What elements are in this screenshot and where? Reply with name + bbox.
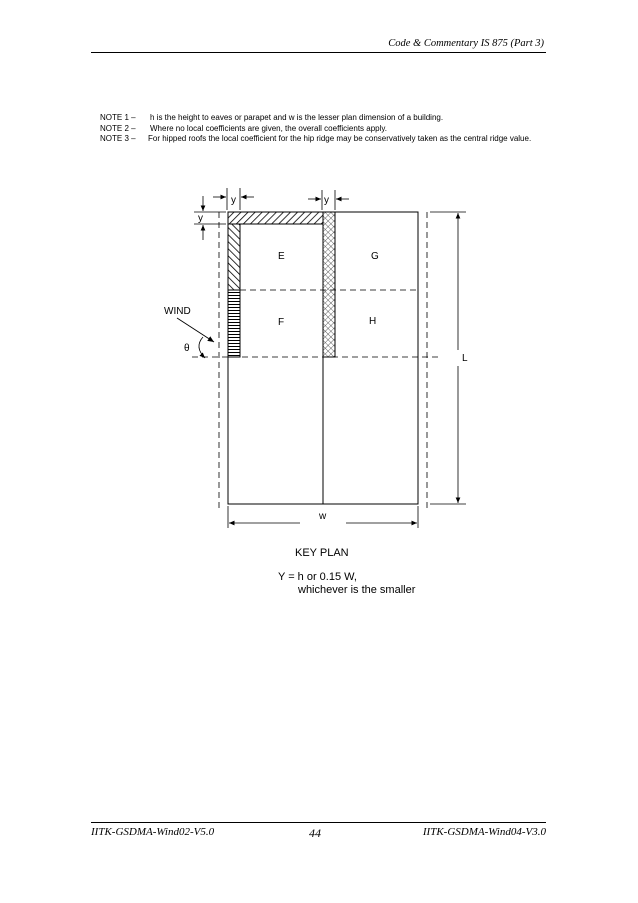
note-text: h is the height to eaves or parapet and w is the lesser plan dimension of a building.	[150, 113, 444, 122]
header-title: Code & Commentary IS 875 (Part 3)	[388, 38, 544, 49]
formula-line-1: Y = h or 0.15 W,	[278, 571, 357, 583]
zone-label-e: E	[278, 251, 285, 262]
note-label: NOTE 1 –	[100, 113, 136, 122]
width-label: w	[319, 511, 327, 522]
note-text: Where no local coefficients are given, the overall coefficients apply.	[150, 123, 388, 133]
zone-label-f: F	[278, 317, 285, 328]
page-number: 44	[309, 826, 321, 840]
wind-label: WIND	[164, 306, 191, 317]
footer-right: IITK-GSDMA-Wind04-V3.0	[422, 826, 546, 838]
angle-arc	[199, 337, 205, 358]
zone-label-h: H	[369, 316, 377, 327]
footer-left: IITK-GSDMA-Wind02-V5.0	[91, 826, 215, 838]
page-footer	[91, 822, 546, 843]
zone-side-horizontal	[228, 290, 240, 357]
wind-arrow	[177, 318, 214, 342]
dimension-label-y-ridge: y	[324, 195, 329, 206]
key-plan-caption: KEY PLAN	[295, 547, 349, 559]
note-text: For hipped roofs the local coefficient for the hip ridge may be conservatively taken as the central ridge value.	[148, 134, 532, 143]
dimension-label-y-top-left: y	[231, 195, 236, 206]
length-label: L	[462, 353, 468, 364]
zone-label-g: G	[371, 251, 379, 262]
dimension-label-y-vertical: y	[198, 213, 203, 224]
formula-line-2: whichever is the smaller	[298, 584, 416, 596]
note-label: NOTE 3 –	[100, 134, 136, 143]
theta-label: θ	[184, 343, 190, 354]
zone-ridge-crosshatch	[323, 212, 335, 357]
zone-side-hatch	[228, 224, 240, 290]
zone-top-hatch	[228, 212, 323, 224]
note-label: NOTE 2 –	[100, 123, 136, 133]
